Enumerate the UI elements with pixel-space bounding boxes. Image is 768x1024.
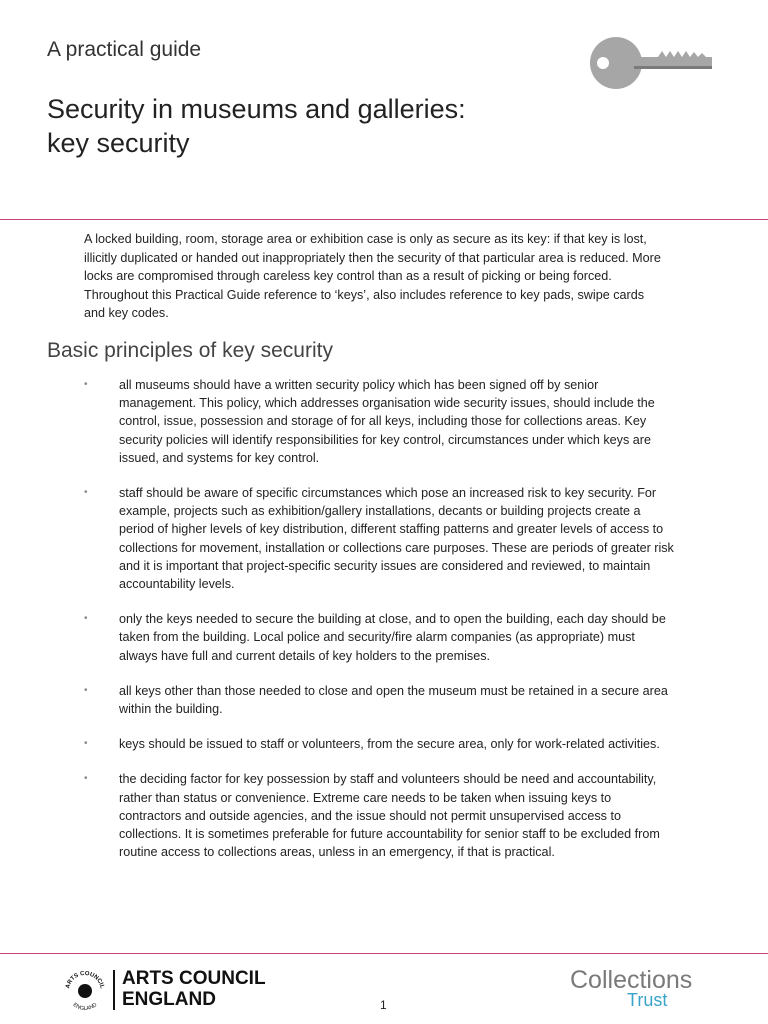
bullet-icon: • — [84, 613, 88, 625]
ace-divider — [113, 970, 115, 1010]
ace-line-1: ARTS COUNCIL — [122, 968, 266, 989]
list-item-text: only the keys needed to secure the building at close, and to open the building, each day should be taken from the building. Local police and security/fire alarm companies (as appropriate) must always have full and current details of key holders to the premises. — [119, 612, 666, 663]
list-item — [84, 682, 674, 718]
list-item — [84, 484, 674, 593]
svg-text:ENGLAND — [72, 1002, 99, 1012]
list-item — [84, 735, 674, 753]
title-line-2: key security — [47, 128, 190, 158]
top-divider — [0, 219, 768, 220]
key-icon — [588, 30, 716, 96]
bullet-icon: • — [84, 773, 88, 785]
list-item-text: all museums should have a written security policy which has been signed off by senior management. This policy, which addresses organisation wide security issues, should include the control, issue, possession and storage of for all keys, including those for collections areas. Key security policies will identify responsibilities for key control, circumstances under which keys are issued, and systems for key control. — [119, 378, 655, 465]
list-item-text: keys should be issued to staff or volunteers, from the secure area, only for work-related activities. — [119, 737, 660, 752]
list-item — [84, 610, 674, 665]
section-heading: Basic principles of key security — [47, 339, 333, 362]
arts-council-logo — [122, 968, 266, 1010]
ace-line-2: ENGLAND — [122, 989, 216, 1010]
bullet-icon: • — [84, 684, 88, 696]
principles-list — [84, 376, 674, 878]
bullet-icon: • — [84, 738, 88, 750]
list-item-text: the deciding factor for key possession by staff and volunteers should be need and accountability, rather than status or convenience. Extreme care needs to be taken when issuing keys to contractors and outside agencies, and the issue should not permit unsupervised access to collections. It is sometimes preferable for future accountability for senior staff to be excluded from routine access to collections areas, unless in an emergency, if that is practical. — [119, 772, 660, 860]
seal-top-text: ARTS COUNCIL — [65, 970, 105, 990]
list-item-text: all keys other than those needed to close and open the museum must be retained in a secure area within the building. — [119, 683, 668, 717]
collections-trust-logo: Collections — [570, 966, 693, 994]
bullet-icon: • — [84, 379, 88, 390]
list-item — [84, 770, 674, 861]
page-subtitle: A practical guide — [47, 38, 202, 61]
title-line-1: Security in museums and galleries: — [47, 94, 466, 124]
collections-trust-subtext: Trust — [627, 990, 668, 1010]
seal-bottom-text: ENGLAND — [71, 1001, 99, 1013]
intro-paragraph: A locked building, room, storage area or exhibition case is only as secure as its key: if that key is lost, illicitly duplicated or handed out inappropriately then the security of that particular area is reduced. More locks are compromised through careless key control than as a result of picking or being forced. Throughout this Practical Guide reference to ‘keys’, also includes reference to key pads, swipe cards and key codes. — [84, 232, 661, 321]
list-item-text: staff should be aware of specific circumstances which pose an increased risk to key security. For example, projects such as exhibition/gallery installations, decants or building projects create a period of higher levels of key distribution, different staffing patterns and greater levels of access to collections for movement, installation or collections care purposes. These are periods of greater risk and it is important that project-specific security issues are considered and reviewed, to maintain accountability levels. — [119, 486, 674, 592]
page-title — [47, 92, 466, 160]
bullet-icon: • — [84, 487, 88, 499]
arts-council-seal-icon — [62, 968, 108, 1014]
bottom-divider — [0, 953, 768, 954]
page-number: 1 — [380, 998, 387, 1012]
list-item — [84, 376, 674, 467]
